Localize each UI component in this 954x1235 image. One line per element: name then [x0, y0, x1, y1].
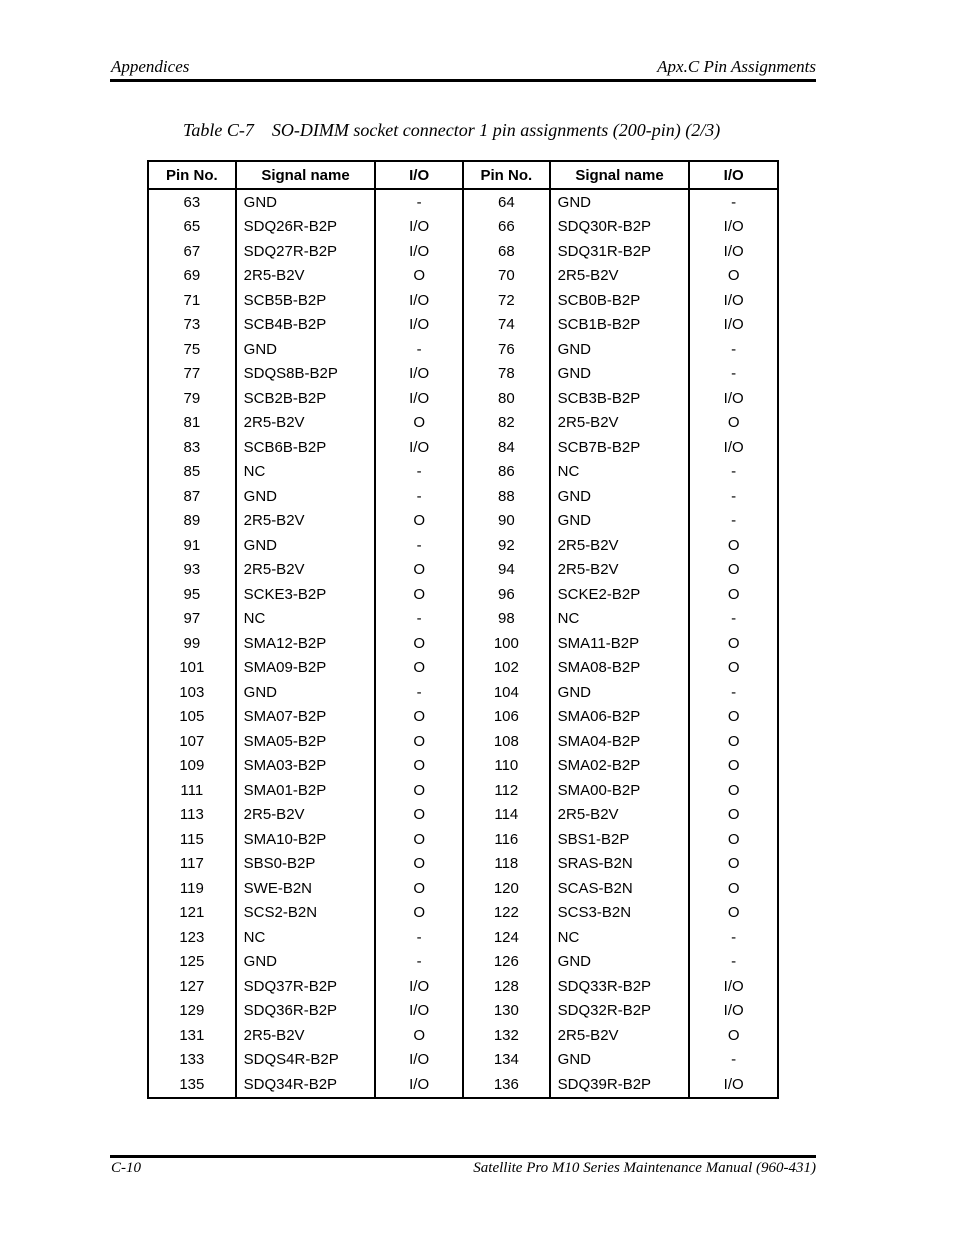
io-direction-cell: I/O: [689, 288, 778, 313]
io-direction-cell: -: [689, 607, 778, 632]
table-row: [148, 509, 778, 534]
header-signal-name: Signal name: [550, 161, 690, 189]
table-row: [148, 729, 778, 754]
signal-name-cell: SDQ37R-B2P: [236, 974, 376, 999]
signal-name-cell: SCB2B-B2P: [236, 386, 376, 411]
table-row: [148, 264, 778, 289]
io-direction-cell: I/O: [375, 215, 463, 240]
pin-number-cell: 77: [148, 362, 236, 387]
pin-number-cell: 98: [463, 607, 550, 632]
pin-number-cell: 125: [148, 950, 236, 975]
table-row: [148, 778, 778, 803]
signal-name-cell: 2R5-B2V: [236, 509, 376, 534]
signal-name-cell: 2R5-B2V: [236, 558, 376, 583]
signal-name-cell: SMA09-B2P: [236, 656, 376, 681]
table-row: [148, 533, 778, 558]
signal-name-cell: SMA00-B2P: [550, 778, 690, 803]
pin-number-cell: 104: [463, 680, 550, 705]
signal-name-cell: SMA02-B2P: [550, 754, 690, 779]
signal-name-cell: GND: [550, 189, 690, 215]
signal-name-cell: SCAS-B2N: [550, 876, 690, 901]
io-direction-cell: O: [375, 705, 463, 730]
pin-number-cell: 129: [148, 999, 236, 1024]
header-io: I/O: [375, 161, 463, 189]
pin-number-cell: 92: [463, 533, 550, 558]
io-direction-cell: -: [689, 362, 778, 387]
table-row: [148, 803, 778, 828]
pin-number-cell: 72: [463, 288, 550, 313]
pin-number-cell: 111: [148, 778, 236, 803]
signal-name-cell: GND: [236, 680, 376, 705]
pin-number-cell: 110: [463, 754, 550, 779]
io-direction-cell: O: [689, 852, 778, 877]
header-rule: [110, 79, 816, 82]
io-direction-cell: -: [689, 925, 778, 950]
pin-number-cell: 127: [148, 974, 236, 999]
pin-number-cell: 117: [148, 852, 236, 877]
table-row: [148, 876, 778, 901]
table-body: [148, 189, 778, 1098]
signal-name-cell: SCB1B-B2P: [550, 313, 690, 338]
signal-name-cell: SMA04-B2P: [550, 729, 690, 754]
pin-number-cell: 80: [463, 386, 550, 411]
signal-name-cell: SDQ31R-B2P: [550, 239, 690, 264]
signal-name-cell: SDQ39R-B2P: [550, 1072, 690, 1098]
io-direction-cell: I/O: [375, 288, 463, 313]
io-direction-cell: O: [689, 656, 778, 681]
io-direction-cell: I/O: [689, 215, 778, 240]
io-direction-cell: O: [375, 852, 463, 877]
pin-number-cell: 122: [463, 901, 550, 926]
pin-number-cell: 88: [463, 484, 550, 509]
signal-name-cell: SDQ32R-B2P: [550, 999, 690, 1024]
io-direction-cell: -: [689, 484, 778, 509]
table-row: [148, 999, 778, 1024]
pin-number-cell: 133: [148, 1048, 236, 1073]
pin-number-cell: 109: [148, 754, 236, 779]
pin-number-cell: 89: [148, 509, 236, 534]
table-row: [148, 1048, 778, 1073]
signal-name-cell: GND: [550, 362, 690, 387]
signal-name-cell: SMA05-B2P: [236, 729, 376, 754]
pin-number-cell: 85: [148, 460, 236, 485]
signal-name-cell: 2R5-B2V: [236, 264, 376, 289]
signal-name-cell: SCB4B-B2P: [236, 313, 376, 338]
io-direction-cell: O: [375, 411, 463, 436]
io-direction-cell: O: [689, 631, 778, 656]
table-row: [148, 705, 778, 730]
io-direction-cell: O: [689, 803, 778, 828]
pin-number-cell: 96: [463, 582, 550, 607]
io-direction-cell: O: [689, 901, 778, 926]
io-direction-cell: -: [375, 484, 463, 509]
io-direction-cell: -: [689, 189, 778, 215]
io-direction-cell: O: [689, 876, 778, 901]
io-direction-cell: I/O: [689, 999, 778, 1024]
io-direction-cell: I/O: [375, 386, 463, 411]
io-direction-cell: O: [689, 729, 778, 754]
signal-name-cell: SMA11-B2P: [550, 631, 690, 656]
signal-name-cell: SMA08-B2P: [550, 656, 690, 681]
table-row: [148, 901, 778, 926]
page-header: [111, 57, 816, 79]
pin-number-cell: 76: [463, 337, 550, 362]
signal-name-cell: SMA06-B2P: [550, 705, 690, 730]
io-direction-cell: O: [375, 729, 463, 754]
io-direction-cell: -: [689, 1048, 778, 1073]
table-row: [148, 484, 778, 509]
pin-number-cell: 106: [463, 705, 550, 730]
io-direction-cell: I/O: [375, 999, 463, 1024]
signal-name-cell: SDQ34R-B2P: [236, 1072, 376, 1098]
pin-number-cell: 69: [148, 264, 236, 289]
signal-name-cell: SCS2-B2N: [236, 901, 376, 926]
io-direction-cell: O: [375, 558, 463, 583]
table-row: [148, 313, 778, 338]
pin-number-cell: 82: [463, 411, 550, 436]
table-row: [148, 950, 778, 975]
table-row: [148, 288, 778, 313]
manual-title: Satellite Pro M10 Series Maintenance Manual (960-431): [473, 1160, 816, 1176]
signal-name-cell: GND: [550, 484, 690, 509]
io-direction-cell: O: [689, 827, 778, 852]
pin-number-cell: 86: [463, 460, 550, 485]
io-direction-cell: O: [689, 582, 778, 607]
table-row: [148, 925, 778, 950]
pin-number-cell: 68: [463, 239, 550, 264]
io-direction-cell: I/O: [375, 435, 463, 460]
io-direction-cell: O: [375, 778, 463, 803]
io-direction-cell: I/O: [375, 974, 463, 999]
io-direction-cell: O: [375, 656, 463, 681]
io-direction-cell: I/O: [375, 362, 463, 387]
pin-number-cell: 128: [463, 974, 550, 999]
pin-number-cell: 74: [463, 313, 550, 338]
signal-name-cell: SCB7B-B2P: [550, 435, 690, 460]
io-direction-cell: O: [689, 533, 778, 558]
signal-name-cell: SCS3-B2N: [550, 901, 690, 926]
pin-number-cell: 102: [463, 656, 550, 681]
io-direction-cell: O: [375, 754, 463, 779]
pin-number-cell: 130: [463, 999, 550, 1024]
io-direction-cell: I/O: [689, 974, 778, 999]
signal-name-cell: SCB5B-B2P: [236, 288, 376, 313]
pin-number-cell: 87: [148, 484, 236, 509]
pin-assignment-table: [147, 160, 779, 1099]
table-row: [148, 337, 778, 362]
table-row: [148, 852, 778, 877]
signal-name-cell: GND: [236, 484, 376, 509]
pin-number-cell: 84: [463, 435, 550, 460]
io-direction-cell: O: [375, 1023, 463, 1048]
signal-name-cell: NC: [236, 607, 376, 632]
io-direction-cell: O: [689, 754, 778, 779]
table-row: [148, 189, 778, 215]
io-direction-cell: I/O: [689, 313, 778, 338]
io-direction-cell: I/O: [689, 1072, 778, 1098]
pin-number-cell: 93: [148, 558, 236, 583]
signal-name-cell: SDQS8B-B2P: [236, 362, 376, 387]
signal-name-cell: SMA01-B2P: [236, 778, 376, 803]
signal-name-cell: SDQS4R-B2P: [236, 1048, 376, 1073]
pin-number-cell: 107: [148, 729, 236, 754]
pin-number-cell: 105: [148, 705, 236, 730]
pin-number-cell: 121: [148, 901, 236, 926]
io-direction-cell: -: [375, 950, 463, 975]
pin-number-cell: 131: [148, 1023, 236, 1048]
table-row: [148, 386, 778, 411]
pin-number-cell: 95: [148, 582, 236, 607]
io-direction-cell: -: [689, 337, 778, 362]
pin-number-cell: 118: [463, 852, 550, 877]
header-signal-name: Signal name: [236, 161, 376, 189]
io-direction-cell: O: [689, 411, 778, 436]
pin-number-cell: 73: [148, 313, 236, 338]
io-direction-cell: -: [375, 680, 463, 705]
signal-name-cell: SDQ26R-B2P: [236, 215, 376, 240]
signal-name-cell: NC: [550, 607, 690, 632]
signal-name-cell: GND: [550, 1048, 690, 1073]
pin-number-cell: 113: [148, 803, 236, 828]
table-row: [148, 1023, 778, 1048]
signal-name-cell: 2R5-B2V: [550, 264, 690, 289]
signal-name-cell: GND: [236, 189, 376, 215]
signal-name-cell: GND: [550, 509, 690, 534]
signal-name-cell: SMA10-B2P: [236, 827, 376, 852]
pin-number-cell: 132: [463, 1023, 550, 1048]
signal-name-cell: 2R5-B2V: [550, 558, 690, 583]
pin-number-cell: 115: [148, 827, 236, 852]
pin-number-cell: 123: [148, 925, 236, 950]
io-direction-cell: O: [689, 264, 778, 289]
table-row: [148, 362, 778, 387]
table-row: [148, 656, 778, 681]
table-row: [148, 460, 778, 485]
table-header-row: [148, 161, 778, 189]
pin-number-cell: 97: [148, 607, 236, 632]
header-section: Appendices: [111, 57, 190, 76]
signal-name-cell: SMA12-B2P: [236, 631, 376, 656]
header-pin-no: Pin No.: [463, 161, 550, 189]
signal-name-cell: SCKE2-B2P: [550, 582, 690, 607]
signal-name-cell: SDQ33R-B2P: [550, 974, 690, 999]
io-direction-cell: O: [375, 803, 463, 828]
signal-name-cell: SMA03-B2P: [236, 754, 376, 779]
table-row: [148, 680, 778, 705]
table-row: [148, 754, 778, 779]
io-direction-cell: I/O: [689, 386, 778, 411]
io-direction-cell: O: [689, 1023, 778, 1048]
pin-number-cell: 90: [463, 509, 550, 534]
signal-name-cell: GND: [236, 337, 376, 362]
signal-name-cell: SDQ30R-B2P: [550, 215, 690, 240]
io-direction-cell: -: [689, 680, 778, 705]
table-row: [148, 435, 778, 460]
pin-number-cell: 100: [463, 631, 550, 656]
table-row: [148, 974, 778, 999]
pin-number-cell: 67: [148, 239, 236, 264]
signal-name-cell: GND: [236, 950, 376, 975]
io-direction-cell: O: [689, 705, 778, 730]
signal-name-cell: SBS0-B2P: [236, 852, 376, 877]
pin-number-cell: 101: [148, 656, 236, 681]
pin-number-cell: 83: [148, 435, 236, 460]
footer-rule: [110, 1155, 816, 1158]
table-row: [148, 215, 778, 240]
signal-name-cell: SMA07-B2P: [236, 705, 376, 730]
pin-number-cell: 71: [148, 288, 236, 313]
pin-number-cell: 81: [148, 411, 236, 436]
io-direction-cell: O: [689, 778, 778, 803]
io-direction-cell: -: [375, 607, 463, 632]
signal-name-cell: SCB3B-B2P: [550, 386, 690, 411]
pin-number-cell: 136: [463, 1072, 550, 1098]
signal-name-cell: NC: [550, 925, 690, 950]
io-direction-cell: O: [375, 631, 463, 656]
signal-name-cell: 2R5-B2V: [550, 411, 690, 436]
pin-number-cell: 78: [463, 362, 550, 387]
pin-number-cell: 135: [148, 1072, 236, 1098]
signal-name-cell: 2R5-B2V: [550, 803, 690, 828]
pin-number-cell: 103: [148, 680, 236, 705]
pin-number-cell: 112: [463, 778, 550, 803]
io-direction-cell: I/O: [375, 239, 463, 264]
io-direction-cell: O: [375, 582, 463, 607]
signal-name-cell: NC: [236, 460, 376, 485]
signal-name-cell: GND: [550, 680, 690, 705]
signal-name-cell: GND: [550, 950, 690, 975]
pin-number-cell: 79: [148, 386, 236, 411]
pin-number-cell: 126: [463, 950, 550, 975]
signal-name-cell: GND: [550, 337, 690, 362]
pin-number-cell: 108: [463, 729, 550, 754]
signal-name-cell: SDQ27R-B2P: [236, 239, 376, 264]
table-row: [148, 607, 778, 632]
signal-name-cell: 2R5-B2V: [550, 1023, 690, 1048]
signal-name-cell: 2R5-B2V: [236, 803, 376, 828]
io-direction-cell: O: [375, 876, 463, 901]
io-direction-cell: O: [375, 827, 463, 852]
table-row: [148, 631, 778, 656]
io-direction-cell: O: [375, 509, 463, 534]
io-direction-cell: -: [689, 950, 778, 975]
signal-name-cell: 2R5-B2V: [236, 1023, 376, 1048]
pin-number-cell: 119: [148, 876, 236, 901]
pin-number-cell: 70: [463, 264, 550, 289]
pin-number-cell: 116: [463, 827, 550, 852]
io-direction-cell: I/O: [689, 435, 778, 460]
signal-name-cell: SBS1-B2P: [550, 827, 690, 852]
pin-number-cell: 114: [463, 803, 550, 828]
io-direction-cell: -: [375, 533, 463, 558]
signal-name-cell: SDQ36R-B2P: [236, 999, 376, 1024]
signal-name-cell: SWE-B2N: [236, 876, 376, 901]
io-direction-cell: O: [375, 264, 463, 289]
header-io: I/O: [689, 161, 778, 189]
io-direction-cell: I/O: [375, 1072, 463, 1098]
signal-name-cell: 2R5-B2V: [550, 533, 690, 558]
io-direction-cell: -: [689, 460, 778, 485]
page-number: C-10: [111, 1160, 141, 1176]
signal-name-cell: NC: [550, 460, 690, 485]
signal-name-cell: SRAS-B2N: [550, 852, 690, 877]
signal-name-cell: 2R5-B2V: [236, 411, 376, 436]
io-direction-cell: O: [689, 558, 778, 583]
table-row: [148, 239, 778, 264]
signal-name-cell: SCB6B-B2P: [236, 435, 376, 460]
io-direction-cell: -: [375, 337, 463, 362]
pin-number-cell: 91: [148, 533, 236, 558]
table-row: [148, 1072, 778, 1098]
pin-number-cell: 75: [148, 337, 236, 362]
table-caption: Table C-7 SO-DIMM socket connector 1 pin assignments (200-pin) (2/3): [183, 120, 721, 140]
io-direction-cell: O: [375, 901, 463, 926]
header-chapter: Apx.C Pin Assignments: [657, 57, 816, 76]
page-footer: [111, 1160, 816, 1180]
pin-number-cell: 63: [148, 189, 236, 215]
signal-name-cell: GND: [236, 533, 376, 558]
signal-name-cell: SCB0B-B2P: [550, 288, 690, 313]
io-direction-cell: -: [375, 460, 463, 485]
header-pin-no: Pin No.: [148, 161, 236, 189]
pin-number-cell: 99: [148, 631, 236, 656]
io-direction-cell: -: [375, 925, 463, 950]
io-direction-cell: I/O: [375, 313, 463, 338]
io-direction-cell: I/O: [375, 1048, 463, 1073]
pin-number-cell: 66: [463, 215, 550, 240]
table-row: [148, 582, 778, 607]
io-direction-cell: -: [689, 509, 778, 534]
pin-number-cell: 124: [463, 925, 550, 950]
pin-number-cell: 134: [463, 1048, 550, 1073]
pin-number-cell: 65: [148, 215, 236, 240]
pin-number-cell: 120: [463, 876, 550, 901]
pin-number-cell: 64: [463, 189, 550, 215]
table-row: [148, 411, 778, 436]
signal-name-cell: NC: [236, 925, 376, 950]
table-row: [148, 558, 778, 583]
table-row: [148, 827, 778, 852]
io-direction-cell: I/O: [689, 239, 778, 264]
pin-number-cell: 94: [463, 558, 550, 583]
signal-name-cell: SCKE3-B2P: [236, 582, 376, 607]
io-direction-cell: -: [375, 189, 463, 215]
